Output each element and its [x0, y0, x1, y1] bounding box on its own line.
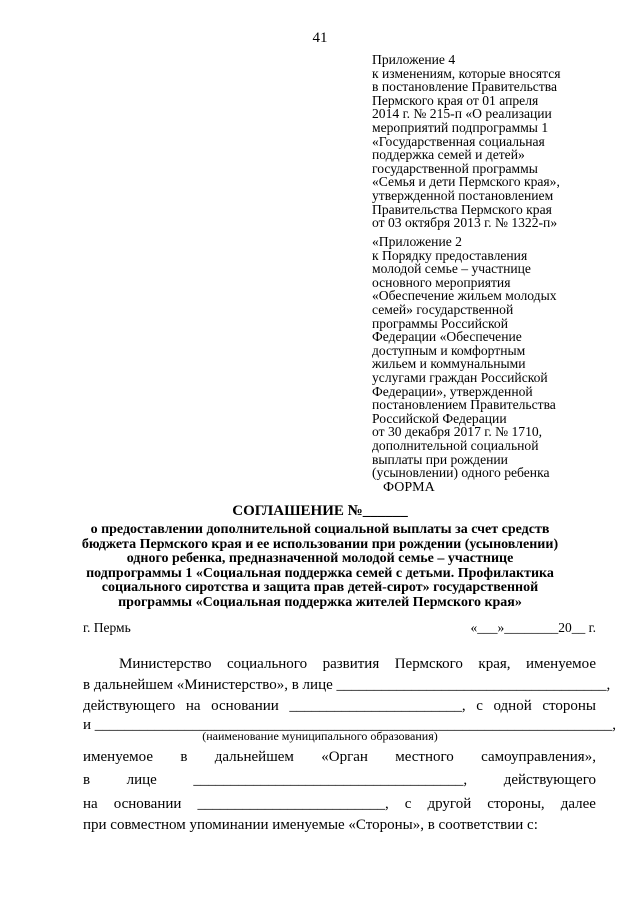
agreement-subtitle	[40, 523, 600, 610]
text-line: мероприятий подпрограммы 1	[372, 119, 549, 135]
word: ____________________________________,	[193, 772, 468, 788]
word: на	[83, 796, 98, 812]
word: стороны	[542, 698, 596, 714]
text-line: Федерации «Обеспечение	[372, 329, 522, 345]
body-line-8: при совместном упоминании именуемые «Стороны», в соответствии с:	[83, 817, 538, 833]
word: действующего	[83, 698, 176, 714]
word: «Орган	[321, 749, 368, 765]
page-number: 41	[312, 30, 328, 46]
word: действующего	[503, 772, 596, 788]
word: Министерство	[119, 656, 212, 672]
text-line: программы Российской	[372, 315, 509, 331]
word: самоуправления»,	[481, 749, 596, 765]
word: далее	[560, 796, 596, 812]
word: лице	[126, 772, 157, 788]
text-line: к Порядку предоставления	[372, 247, 528, 263]
word: именуемое	[525, 656, 596, 672]
text-line: от 30 декабря 2017 г. № 1710,	[372, 424, 543, 440]
city-label: г. Пермь	[83, 620, 131, 635]
text-line: государственной программы	[372, 160, 538, 176]
text-line: о предоставлении дополнительной социальной выплаты за счет средств	[90, 522, 550, 537]
word: социального	[226, 656, 308, 672]
text-line: Пермского края от 01 апреля	[372, 92, 539, 108]
body-line-6	[83, 771, 596, 789]
agreement-title: СОГЛАШЕНИЕ №______	[232, 503, 408, 519]
text-line: «Приложение 2	[372, 234, 462, 249]
text-line: в постановление Правительства	[372, 79, 558, 95]
body-line-5	[83, 748, 596, 766]
text-line: 2014 г. № 215-п «О реализации	[372, 106, 552, 122]
word: края,	[478, 656, 511, 672]
appendix-4-header	[372, 53, 612, 230]
text-line: выплаты при рождении	[372, 451, 508, 467]
word: на	[185, 698, 201, 714]
word: основании	[113, 796, 182, 812]
word: основании	[211, 698, 279, 714]
body-line-3	[83, 697, 596, 715]
text-line: услугами граждан Российской	[372, 369, 548, 385]
word: одной	[493, 698, 532, 714]
text-line: основного мероприятия	[372, 274, 511, 290]
text-line: жильем и коммунальными	[372, 356, 526, 372]
word: развития	[322, 656, 380, 672]
text-line: от 03 октября 2013 г. № 1322-п»	[372, 215, 558, 231]
text-line: одного ребенка, предназначенной молодой семье – участнице	[126, 551, 514, 566]
body-line-7	[83, 795, 596, 813]
text-line: (усыновлении) одного ребенка	[372, 465, 550, 481]
body-line-2: в дальнейшем «Министерство», в лице ____________________________________,	[83, 677, 611, 693]
text-line: постановлением Правительства	[372, 397, 556, 413]
text-line: «Государственная социальная	[372, 133, 545, 149]
form-label: ФОРМА	[383, 480, 435, 495]
word: стороны,	[487, 796, 545, 812]
body-line-1	[119, 655, 596, 673]
text-line: программы «Социальная поддержка жителей Пермского края»	[118, 594, 522, 610]
text-line: Федерации», утвержденной	[372, 383, 533, 399]
word: другой	[427, 796, 472, 812]
text-line: бюджета Пермского края и ее использовании при рождении (усыновлении)	[81, 536, 559, 552]
word: с	[476, 698, 483, 714]
text-line: Российской Федерации	[372, 410, 507, 426]
word: дальнейшем	[214, 749, 294, 765]
municipality-caption: (наименование муниципального образования)	[202, 729, 438, 743]
text-line: «Обеспечение жильем молодых	[372, 288, 557, 304]
text-line: поддержка семей и детей»	[372, 147, 525, 163]
text-line: молодой семье – участнице	[372, 261, 531, 277]
date-placeholder: «___»________20__ г.	[470, 620, 596, 635]
text-line: Правительства Пермского края	[372, 201, 552, 217]
word: в	[83, 772, 91, 788]
body-line-4: и _____________________________________________________________________,	[83, 717, 617, 733]
text-line: утвержденной постановлением	[372, 187, 554, 203]
word: в	[180, 749, 188, 765]
text-line: социального сиротства и защита прав детей-сирот» государственной	[101, 580, 539, 595]
text-line: к изменениям, которые вносятся	[372, 65, 561, 81]
appendix-2-header	[372, 235, 612, 480]
word: местного	[395, 749, 454, 765]
text-line: семей» государственной	[372, 301, 514, 317]
word: _________________________,	[197, 796, 389, 812]
text-line: «Семья и дети Пермского края»,	[372, 174, 560, 190]
word: с	[404, 796, 412, 812]
word: _______________________,	[289, 698, 466, 714]
word: именуемое	[83, 749, 153, 765]
text-line: Приложение 4	[372, 52, 456, 67]
text-line: дополнительной социальной	[372, 437, 539, 453]
text-line: подпрограммы 1 «Социальная поддержка семей с детьми. Профилактика	[86, 565, 554, 581]
word: Пермского	[394, 656, 463, 672]
text-line: доступным и комфортным	[372, 342, 526, 358]
